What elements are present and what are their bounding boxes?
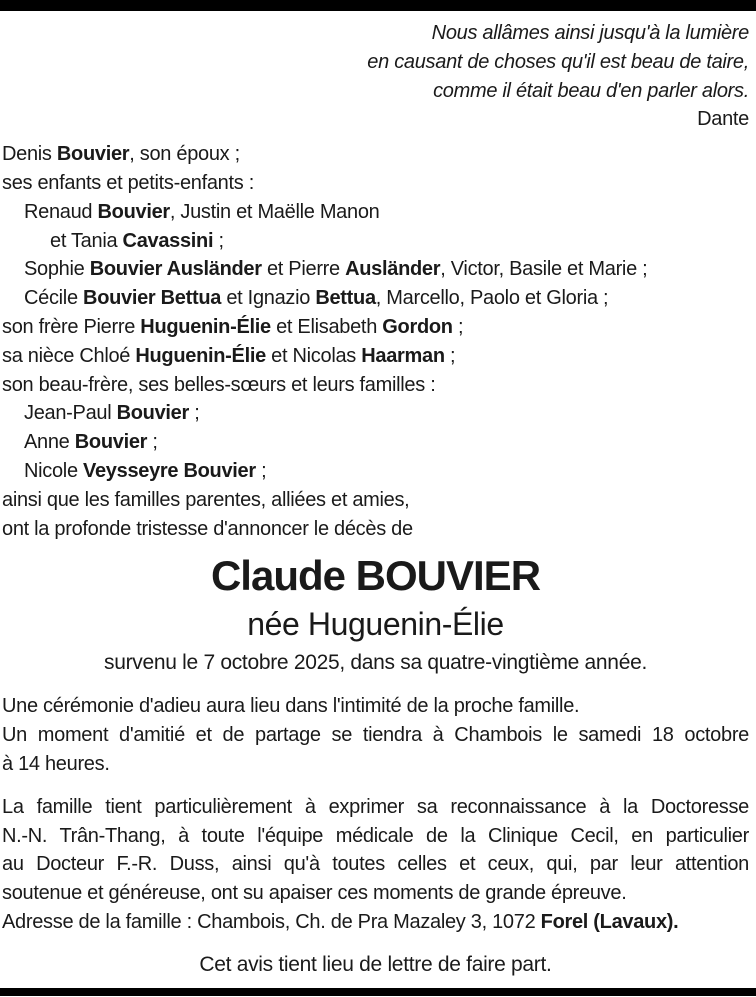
text-segment: et Ignazio — [221, 287, 316, 310]
text-segment: Un moment d'amitié et de partage se tiendra à Chambois le samedi 18 octobre — [2, 724, 749, 747]
family-name-bold: Huguenin-Élie — [135, 344, 266, 367]
text-line — [2, 750, 749, 779]
text-line — [2, 908, 749, 937]
text-segment: ; — [444, 344, 456, 367]
text-line — [2, 515, 749, 544]
family-name-bold: Ausländer — [345, 258, 441, 281]
text-segment: Adresse de la famille : Chambois, Ch. de Pra Mazaley 3, 1072 — [2, 910, 541, 933]
text-line — [2, 227, 749, 256]
text-line — [2, 255, 749, 284]
text-segment: soutenue et généreuse, ont su apaiser ces moments de grande épreuve. — [2, 882, 627, 905]
bottom-border-rule — [0, 988, 756, 996]
text-segment: et Elisabeth — [270, 315, 383, 338]
text-segment: , son époux ; — [129, 143, 240, 166]
text-line — [2, 140, 749, 169]
quote-line: Nous allâmes ainsi jusqu'à la lumière — [431, 22, 749, 44]
quote-line: en causant de choses qu'il est beau de taire, — [367, 50, 749, 73]
family-name-bold: Haarman — [361, 344, 445, 367]
text-line — [2, 486, 749, 515]
text-segment: ; — [147, 431, 158, 454]
family-name-bold: Bouvier — [74, 431, 148, 454]
family-list — [2, 140, 749, 543]
epigraph-quote — [2, 19, 749, 134]
closing-line: Cet avis tient lieu de lettre de faire part. — [199, 952, 552, 976]
text-segment: son frère Pierre — [2, 315, 141, 338]
text-segment: au Docteur F.-R. Duss, ainsi qu'à toutes celles et ceux, qui, par leur attention — [2, 853, 749, 876]
text-line — [2, 399, 749, 428]
text-segment: et Pierre — [261, 258, 346, 281]
family-name-bold: Huguenin-Élie — [140, 315, 271, 338]
text-line — [2, 371, 749, 400]
top-border-rule — [0, 0, 756, 11]
text-segment: Nicole — [24, 459, 84, 482]
text-segment: Jean-Paul — [24, 402, 117, 425]
notice-content — [0, 11, 756, 980]
quote-line: comme il était beau d'en parler alors. — [433, 79, 749, 102]
text-line — [2, 692, 749, 721]
text-line — [2, 313, 749, 342]
text-line — [2, 284, 749, 313]
acknowledgment-paragraph — [2, 793, 749, 937]
text-segment: ont la profonde tristesse d'annoncer le décès de — [2, 517, 413, 540]
text-segment: Anne — [24, 431, 75, 454]
family-name-bold: Bouvier Bettua — [83, 287, 222, 310]
text-segment: ainsi que les familles parentes, alliées et amies, — [2, 488, 410, 511]
family-name-bold: Bouvier — [56, 143, 130, 166]
family-name-bold: Bouvier — [97, 200, 170, 223]
text-line — [2, 879, 749, 908]
text-segment: ses enfants et petits-enfants : — [2, 171, 254, 194]
text-line — [2, 793, 749, 822]
text-line — [2, 822, 749, 851]
text-segment: Denis — [2, 143, 57, 166]
text-segment: sa nièce Chloé — [2, 344, 136, 367]
text-line — [2, 850, 749, 879]
text-line — [2, 428, 749, 457]
text-segment: et Tania — [50, 229, 123, 252]
family-name-bold: Bouvier Ausländer — [89, 258, 262, 281]
text-segment: , Justin et Maëlle Manon — [169, 200, 380, 223]
text-segment: N.-N. Trân-Thang, à toute l'équipe médicale de la Clinique Cecil, en particulier — [2, 824, 749, 847]
death-date-line: survenu le 7 octobre 2025, dans sa quatre-vingtième année. — [104, 651, 647, 675]
maiden-name: née Huguenin-Élie — [247, 606, 504, 643]
text-line — [2, 342, 749, 371]
text-segment: Une cérémonie d'adieu aura lieu dans l'intimité de la proche famille. — [2, 695, 580, 718]
family-name-bold: Gordon — [382, 315, 453, 338]
text-segment: Cécile — [24, 287, 84, 310]
text-segment: Sophie — [24, 258, 90, 281]
text-segment: ; — [452, 315, 464, 338]
text-segment: Renaud — [24, 200, 98, 223]
text-segment: La famille tient particulièrement à exprimer sa reconnaissance à la Doctoresse — [2, 795, 749, 818]
family-name-bold: Bouvier — [116, 402, 189, 425]
text-segment: , Victor, Basile et Marie ; — [440, 258, 648, 281]
text-segment: ; — [189, 402, 200, 425]
text-line — [2, 169, 749, 198]
text-segment: à 14 heures. — [2, 752, 110, 775]
family-name-bold: Bettua — [315, 287, 376, 310]
text-segment: , Marcello, Paolo et Gloria ; — [375, 287, 609, 310]
ceremony-paragraph — [2, 692, 749, 778]
text-segment: et Nicolas — [265, 344, 362, 367]
text-line — [2, 198, 749, 227]
text-segment: son beau-frère, ses belles-sœurs et leurs familles : — [2, 373, 436, 396]
family-name-bold: Cavassini — [122, 229, 214, 252]
family-name-bold: Veysseyre Bouvier — [83, 459, 256, 482]
text-line — [2, 721, 749, 750]
quote-attribution: Dante — [697, 108, 749, 131]
family-name-bold: Forel (Lavaux). — [540, 910, 679, 933]
text-segment: ; — [213, 229, 224, 252]
deceased-name: Claude BOUVIER — [210, 552, 541, 600]
text-line — [2, 457, 749, 486]
text-segment: ; — [255, 459, 267, 482]
